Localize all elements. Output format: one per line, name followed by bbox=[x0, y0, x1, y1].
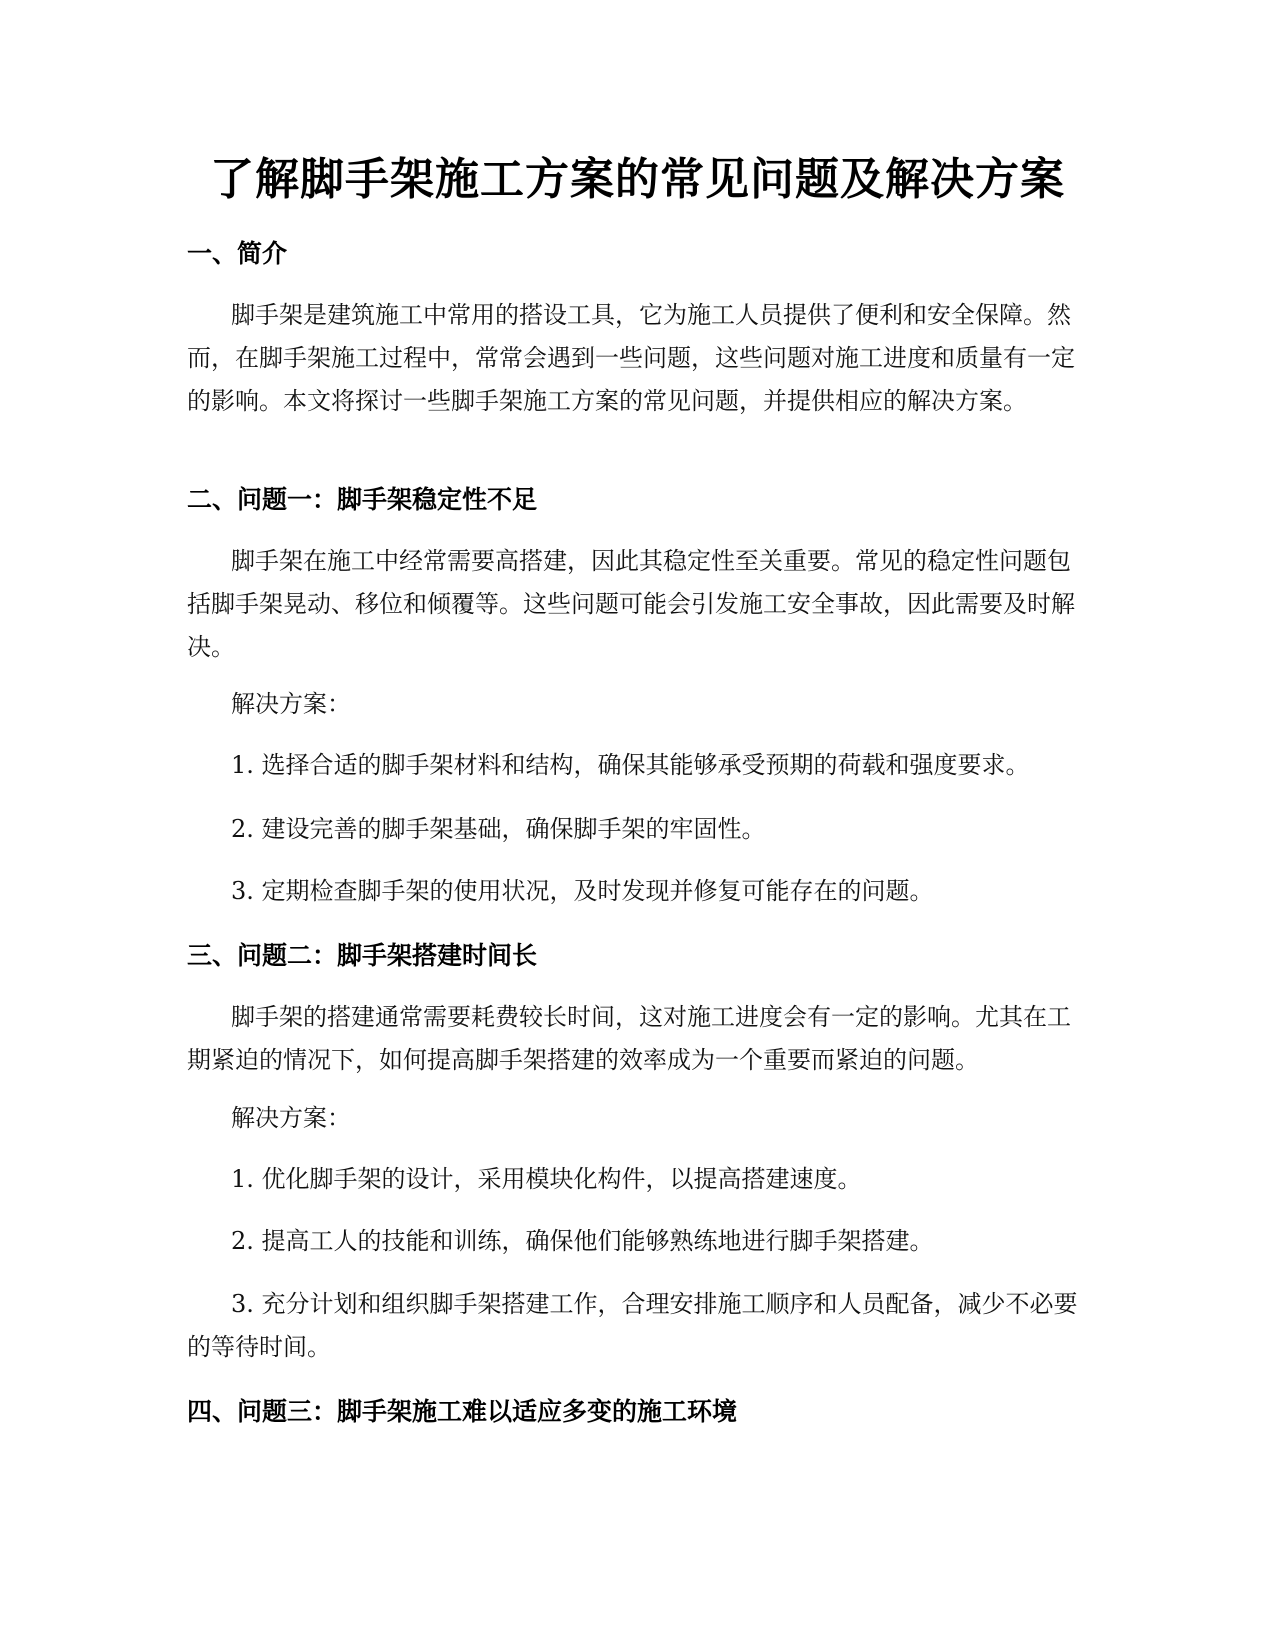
problem-2-solution-item: 3. 充分计划和组织脚手架搭建工作，合理安排施工顺序和人员配备，减少不必要的等待时间。 bbox=[187, 1290, 1078, 1361]
problem-1-solution-label: 解决方案： bbox=[231, 690, 351, 718]
section-heading-problem-1: 二、问题一：脚手架稳定性不足 bbox=[187, 485, 538, 514]
problem-1-solution-item: 3. 定期检查脚手架的使用状况，及时发现并修复可能存在的问题。 bbox=[231, 877, 934, 905]
problem-2-solution-item: 2. 提高工人的技能和训练，确保他们能够熟练地进行脚手架搭建。 bbox=[231, 1227, 934, 1255]
problem-2-solution-item: 1. 优化脚手架的设计，采用模块化构件，以提高搭建速度。 bbox=[231, 1165, 862, 1193]
problem-1-solution-item: 1. 选择合适的脚手架材料和结构，确保其能够承受预期的荷载和强度要求。 bbox=[231, 751, 1030, 779]
problem-1-paragraph: 脚手架在施工中经常需要高搭建，因此其稳定性至关重要。常见的稳定性问题包括脚手架晃动、移位和倾覆等。这些问题可能会引发施工安全事故，因此需要及时解决。 bbox=[187, 547, 1075, 661]
problem-2-paragraph: 脚手架的搭建通常需要耗费较长时间，这对施工进度会有一定的影响。尤其在工期紧迫的情况下，如何提高脚手架搭建的效率成为一个重要而紧迫的问题。 bbox=[187, 1003, 1071, 1074]
section-heading-problem-3: 四、问题三：脚手架施工难以适应多变的施工环境 bbox=[187, 1397, 738, 1426]
section-heading-intro: 一、简介 bbox=[187, 239, 288, 268]
problem-2-solution-label: 解决方案： bbox=[231, 1104, 351, 1132]
intro-paragraph: 脚手架是建筑施工中常用的搭设工具，它为施工人员提供了便利和安全保障。然而，在脚手架施工过程中，常常会遇到一些问题，这些问题对施工进度和质量有一定的影响。本文将探讨一些脚手架施工方案的常见问题，并提供相应的解决方案。 bbox=[187, 301, 1075, 415]
document-title: 了解脚手架施工方案的常见问题及解决方案 bbox=[210, 154, 1065, 205]
problem-1-solution-item: 2. 建设完善的脚手架基础，确保脚手架的牢固性。 bbox=[231, 815, 766, 843]
section-heading-problem-2: 三、问题二：脚手架搭建时间长 bbox=[187, 941, 538, 970]
